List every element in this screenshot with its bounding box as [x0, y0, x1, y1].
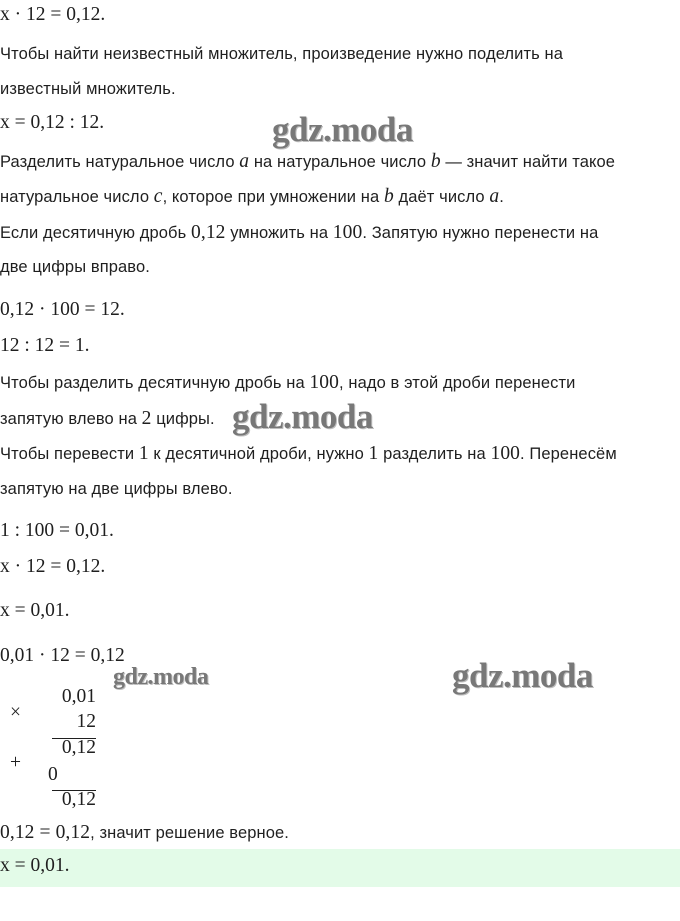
equation-line: x = 0,01. — [0, 600, 70, 621]
math-var: b — [383, 186, 394, 207]
equation-line: x · 12 = 0,12. — [0, 4, 106, 25]
watermark: gdz.moda — [452, 656, 593, 695]
partial-product-2: 0 — [48, 764, 58, 785]
text-fragment: на натуральное число — [249, 153, 431, 171]
factor-1: 0,01 — [61, 686, 96, 707]
equation-line: 1 : 100 = 0,01. — [0, 520, 114, 541]
equation-line: 12 : 12 = 1. — [0, 335, 90, 356]
text-fragment: — значит найти такое — [440, 153, 616, 171]
text-fragment: разделить на — [378, 445, 491, 463]
equation-line: 0,12 · 100 = 12. — [0, 299, 125, 320]
text-fragment: . Перенесём — [520, 445, 617, 463]
equation-line: x = 0,12 : 12. — [0, 112, 105, 133]
math-var: a — [239, 151, 250, 172]
text-line — [0, 372, 576, 394]
math-number: 100 — [309, 372, 339, 393]
partial-product-1: 0,12 — [61, 737, 96, 758]
text-line: известный множитель. — [0, 80, 176, 98]
watermark: gdz.moda — [232, 397, 373, 436]
text-fragment: . Запятую нужно перенести на — [362, 224, 599, 242]
math-number: 2 — [141, 408, 152, 429]
math-number: 100 — [332, 222, 363, 243]
text-fragment: , значит решение верное. — [90, 824, 289, 842]
text-fragment: , которое при умножении на — [162, 188, 384, 206]
text-line — [0, 151, 615, 173]
text-fragment: Чтобы перевести — [0, 445, 139, 463]
text-line — [0, 222, 598, 244]
text-fragment: даёт число — [393, 188, 490, 206]
text-fragment: . — [499, 188, 504, 206]
column-result: 0,12 — [61, 789, 96, 810]
text-line — [0, 186, 504, 208]
text-line: Чтобы найти неизвестный множитель, произведение нужно поделить на — [0, 45, 563, 63]
answer-box — [0, 849, 680, 887]
text-fragment: Разделить натуральное число — [0, 153, 240, 171]
text-fragment: Чтобы разделить десятичную дробь на — [0, 374, 310, 392]
text-line — [0, 443, 617, 465]
factor-2: 12 — [76, 711, 96, 732]
plus-sign: + — [10, 752, 21, 773]
answer-text: x = 0,01. — [0, 855, 70, 876]
watermark: gdz.moda — [113, 664, 209, 690]
math-number: 1 — [138, 443, 149, 464]
text-line — [0, 408, 215, 430]
times-sign: × — [10, 702, 21, 723]
math-number: 0,12 — [191, 222, 226, 243]
math-var: a — [489, 186, 500, 207]
math-var: b — [430, 151, 441, 172]
text-line: запятую на две цифры влево. — [0, 480, 233, 498]
text-line — [0, 822, 289, 844]
text-fragment: умножить на — [225, 224, 333, 242]
text-fragment: к десятичной дроби, нужно — [148, 445, 369, 463]
math-var: c — [153, 186, 163, 207]
text-line: две цифры вправо. — [0, 258, 150, 276]
text-fragment: запятую влево на — [0, 410, 142, 428]
text-fragment: цифры. — [151, 410, 215, 428]
equation-line: 0,01 · 12 = 0,12 — [0, 645, 125, 666]
equation-line: x · 12 = 0,12. — [0, 556, 106, 577]
text-fragment: Если десятичную дробь — [0, 224, 191, 242]
watermark: gdz.moda — [272, 110, 413, 149]
math-number: 1 — [368, 443, 379, 464]
math-number: 100 — [490, 443, 521, 464]
text-fragment: натуральное число — [0, 188, 154, 206]
text-fragment: , надо в этой дроби перенести — [338, 374, 576, 392]
math-equation: 0,12 = 0,12 — [0, 822, 91, 843]
